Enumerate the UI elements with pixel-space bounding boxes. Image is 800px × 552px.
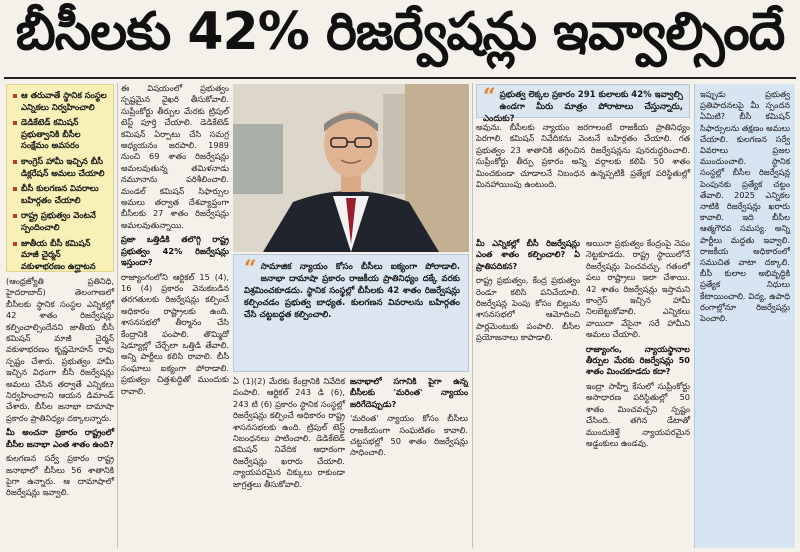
highlight-item: రాష్ట్ర ప్రభుత్వం వెంటనే స్పందించాలి <box>13 210 107 233</box>
sidebar-column <box>694 84 795 548</box>
sidebar-text: ఇప్పుడు ప్రభుత్వ ప్రతిపాదనలపై మీ స్పందన ఏమిటి? బీసీ కమిషన్ సిఫార్సులను తక్షణం అమలు చేయాలి. కులగణన సర్వే వివరాలు ప్రజల ముందుంచాలి. స్థానిక సంస్థల్లో బీసీల రిజర్వేషన్ల పెంపునకు ప్రత్యేక చట్టం తేవాలి. 2025 ఎన్నికల నాటికి రిజర్వేషన్లు ఖరారు కావాలి. ఇది బీసీల ఆత్మగౌరవ సమస్య. అన్ని పార్టీలు మద్దతు ఇవ్వాలి. రాజకీయ అధికారంలో సముచిత వాటా దక్కాలి. బీసీ కులాల అభివృద్ధికి ప్రత్యేక నిధులు కేటాయించాలి. విద్య, ఉపాధి రంగాల్లోనూ రిజర్వేషన్లు పెంచాలి. <box>700 89 790 324</box>
column-4 <box>476 238 580 548</box>
quote-icon: “ <box>483 84 496 110</box>
highlight-item: కాంగ్రెస్ హామీ ఇచ్చిన బీసీ డిక్లరేషన్ అమలు చేయాలి <box>13 156 107 179</box>
headline-rule <box>4 77 796 79</box>
quote-box <box>233 254 469 372</box>
question: మీ ఎన్నికల్లో బీసీ రిజర్వేషన్లు ఎంత శాతం కల్పించాలి? ఏ ప్రాతిపదికన? <box>476 238 580 271</box>
question-box <box>476 84 690 124</box>
paragraph: రాష్ట్ర ప్రభుత్వం, కేంద్ర ప్రభుత్వం రెండూ కలిసి పనిచేయాలి. రిజర్వేషన్ల పెంపు కోసం బిల్లును శాసనసభలో ఆమోదించి పార్లమెంటుకు పంపాలి. బీసీల ప్రయోజనాలు కాపాడాలి. <box>476 275 580 343</box>
question: ప్రజా ఒత్తిడికి తలొగ్గి రాష్ట్ర ప్రభుత్వం 42% రిజర్వేషన్లు ఇస్తుందా? <box>121 234 229 268</box>
paragraph: అయినా ప్రభుత్వం కేంద్రంపై నెపం నెట్టకూడదు. రాష్ట్ర స్థాయిలోనే రిజర్వేషన్లు పెంచవచ్చు. గతంలో పలు రాష్ట్రాలు ఇలా చేశాయి. 42 శాతం రిజర్వేషన్లు ఇస్తామని కాంగ్రెస్ ఇచ్చిన హామీ నిలబెట్టుకోవాలి. ఎన్నికలు వాయిదా వేసైనా సరే హామీని అమలు చేయాలి. <box>586 238 690 340</box>
highlight-item: బీసీ కులగణన వివరాలు బహిర్గతం చేయాలి <box>13 183 107 206</box>
quote-text: సామాజిక న్యాయం కోసం బీసీలు ఐక్యంగా పోరాడాలి. జనాభా దామాషా ప్రకారం రాజకీయ ప్రాతినిధ్యం దక్కే వరకు విశ్రమించకూడదు. స్థానిక సంస్థల్లో బీసీలకు 42 శాతం రిజర్వేషన్లు కల్పించడం ప్రభుత్వ బాధ్యత. కులగణన వివరాలను బహిర్గతం చేసి చట్టబద్ధత కల్పించాలి. <box>244 262 460 320</box>
column-2 <box>121 83 229 548</box>
highlight-item: జాతీయ బీసీ కమిషన్ మాజీ చైర్మన్ వకుళాభరణం ఉద్ఘాటన <box>13 238 107 273</box>
question-box-text: ప్రభుత్వ లెక్కల ప్రకారం 291 కులాలకు 42% ఇవ్వాల్సి ఉండగా మీరు మాత్రం పోరాటాలు చేస్తున్నారు, ఎందుకు? <box>483 90 683 124</box>
lead-paragraph: (ఆంధ్రజ్యోతి ప్రతినిధి, హైదరాబాద్) తెలంగాణలో బీసీలకు స్థానిక సంస్థల ఎన్నికల్లో 42 శాతం రిజర్వేషన్లు కల్పించాల్సిందేనని జాతీయ బీసీ కమిషన్ మాజీ చైర్మన్ వకుళాభరణం కృష్ణమోహన్ రావు స్పష్టం చేశారు. ప్రభుత్వం హామీ ఇచ్చిన విధంగా బీసీ రిజర్వేషన్లు అమలు చేసిన తర్వాతే ఎన్నికలు నిర్వహించాలని ఆయన డిమాండ్ చేశారు. బీసీల జనాభా దామాషా ప్రకారం ప్రాతినిధ్యం దక్కాలన్నారు. <box>6 276 114 423</box>
highlights-box <box>6 84 114 272</box>
paragraph: రాజ్యాంగంలోని ఆర్టికల్ 15 (4), 16 (4) ప్రకారం వెనుకబడిన తరగతులకు రిజర్వేషన్లు కల్పించే అధికారం రాష్ట్రాలకు ఉంది. శాసనసభలో తీర్మానం చేసి కేంద్రానికి పంపాలి. తొమ్మిదో షెడ్యూల్లో చేర్చేలా ఒత్తిడి తేవాలి. అన్ని పార్టీలు కలిసి రావాలి. బీసీ సంఘాలు ఐక్యంగా పోరాడాలి. ప్రభుత్వం చిత్తశుద్ధితో ముందుకు రావాలి. <box>121 271 229 396</box>
paragraph: ఇంద్రా సాహ్నీ కేసులో సుప్రీంకోర్టు అసాధారణ పరిస్థితుల్లో 50 శాతం మించవచ్చని స్పష్టం చేసింది. తగిన డేటాతో ముందుకెళ్తే న్యాయపరమైన అడ్డంకులు ఉండవు. <box>586 380 690 448</box>
column-divider <box>472 83 473 548</box>
column-3a <box>233 376 345 548</box>
article-headline: బీసీలకు 42% రిజర్వేషన్లు ఇవ్వాల్సిందే <box>15 1 785 62</box>
answer: కులగణన సర్వే ప్రకారం రాష్ట్ర జనాభాలో బీసీలు 56 శాతానికి పైగా ఉన్నారు. ఆ దామాషాలో రిజర్వేషన్లు ఇవ్వాలి. <box>6 453 114 498</box>
question: రాజ్యాంగం, న్యాయస్థానాల తీర్పుల మేరకు రిజర్వేషన్లు 50 శాతం మించకూడదు కదా? <box>586 343 690 377</box>
paragraph: అవును. బీసీలకు న్యాయం జరగాలంటే రాజకీయ ప్రాతినిధ్యం పెరగాలి. కమిషన్ నివేదికను వెంటనే బహిర్గతం చేయాలి. గత ప్రభుత్వం 23 శాతానికి తగ్గించిన రిజర్వేషన్లను పునరుద్ధరించాలి. సుప్రీంకోర్టు తీర్పు ప్రకారం అన్ని వర్గాలకు కలిపి 50 శాతం మించకుండా చూడాలనే నిబంధన ఉన్నప్పటికీ ప్రత్యేక పరిస్థితుల్లో మినహాయింపు ఉంటుంది. <box>476 122 690 190</box>
answer: 'మరింత' న్యాయం కోసం బీసీలు రాజకీయంగా సంఘటితం కావాలి. చట్టసభల్లో 50 శాతం రిజర్వేషన్లు సాధించాలి. <box>350 413 468 458</box>
column-4-top <box>476 122 690 234</box>
quote-icon: “ <box>244 256 257 282</box>
column-1 <box>6 276 114 548</box>
paragraph: ఏ (1)(2) మేరకు కేంద్రానికి నివేదిక పంపాలి. ఆర్టికల్ 243 డి (6), 243 టి (6) ప్రకారం స్థానిక సంస్థల్లో రిజర్వేషన్లు కల్పించే అధికారం రాష్ట్ర శాసనసభలకు ఉంది. ట్రిపుల్ టెస్ట్ నిబంధనలు పాటించాలి. డెడికేటెడ్ కమిషన్ నివేదిక ఆధారంగా రిజర్వేషన్లు ఖరారు చేయాలి. న్యాయపరమైన చిక్కులు రాకుండా జాగ్రత్తలు తీసుకోవాలి. <box>233 376 345 489</box>
column-divider <box>117 83 118 548</box>
portrait-illustration <box>233 84 469 252</box>
highlight-item: డెడికేటెడ్ కమిషన్ ప్రభుత్వానికి బీసీల సంక్షేమం అవసరం <box>13 117 107 152</box>
highlight-item: ఆ తరువాతే స్థానిక సంస్థల ఎన్నికలు నిర్వహించాలి <box>13 90 107 113</box>
question: జనాభాలో సగానికి పైగా ఉన్న బీసీలకు 'మరింత' న్యాయం జరిగేదెప్పుడు? <box>350 376 468 409</box>
column-3b <box>350 376 468 548</box>
column-5 <box>586 238 690 548</box>
paragraph: ఈ విషయంలో ప్రభుత్వం స్పష్టమైన వైఖరి తీసుకోవాలి. సుప్రీంకోర్టు తీర్పుల మేరకు ట్రిపుల్ టెస్ట్ పూర్తి చేయాలి. డెడికేటెడ్ కమిషన్ ఏర్పాటు చేసి సమగ్ర అధ్యయనం జరపాలి. 1989 నుంచి 69 శాతం రిజర్వేషన్లు అమలవుతున్న తమిళనాడు నమూనాను పరిశీలించాలి. మండల్ కమిషన్ సిఫార్సుల అమలు తర్వాత దేశవ్యాప్తంగా బీసీలకు 27 శాతం రిజర్వేషన్లు అమలవుతున్నాయి. <box>121 83 229 230</box>
portrait-photo <box>233 84 469 252</box>
question: మీ అంచనా ప్రకారం రాష్ట్రంలో బీసీల జనాభా ఎంత శాతం ఉంది? <box>6 427 114 449</box>
